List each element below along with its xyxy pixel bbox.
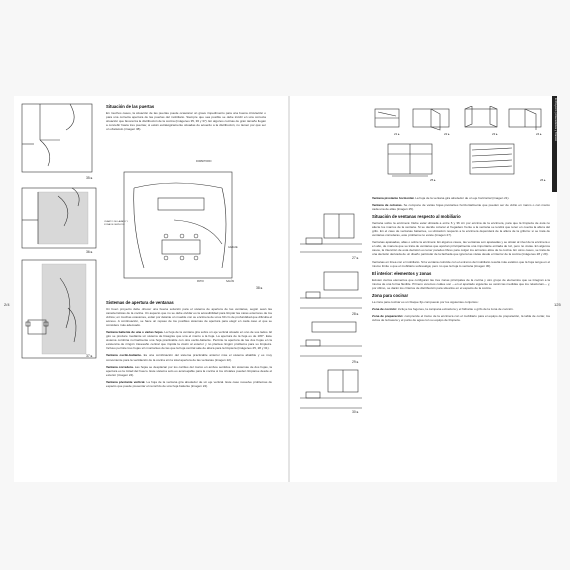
window-item: Ventana oscilo-batiente. Es una combinación del sistema practicable anterior más el sistema abatible y es muy conveniente para la ventilación de la cocina sin la total apertura de las ventanas (imagen 22). xyxy=(106,353,272,362)
fig-26-label: 26 ▸ xyxy=(540,178,546,182)
zones-title: Zona para cocinar xyxy=(372,292,409,298)
plan-label-cuarto: CUARTO DE LAVADO Y ZONA DE SERVICIO xyxy=(104,221,128,226)
window-type-25 xyxy=(384,140,438,180)
placement-title: Situación de ventanas respecto al mobiliario xyxy=(372,214,461,220)
doors-title: Situación de las puertas xyxy=(106,104,155,109)
door-plan-36 xyxy=(20,186,102,252)
doors-body: En muchos casos, la situación de las puertas puede ocasionar un grave impedimento para una buena circulación o para una correcta apertura de las puertas del mobiliario. Siempre que sea posible se debe incidir en una correcta situación que favorezca la distribución de la cocina (imágenes 35, 36 y 37). En algunos cocinas de gran tamaño llegan a concebir hasta tres puertas; si están estratégicamente situadas de acuerdo a la distribución, no tienen por qué ser un obstáculo (imagen 38). xyxy=(106,111,266,132)
window-type-26 xyxy=(466,140,520,180)
fig-23-label: 23 ▸ xyxy=(492,132,498,136)
fig-36-label: 36 ▸ xyxy=(86,250,93,254)
placement-para: Ventanas apaisadas, altas o sobre la encimera: En algunos casos, las ventanas son apaisadas y se sitúan al nivel de la encimera o en alto, de manera que se trata de ventanas que aportan principalmente una importante entrada de luz, pero no vistas. En algunos casos, la intención de esta decisión es tener paredes libres para colgar los armarios altos de la cocina. En otros casos, se trata de una decisión derivada de un diseño particular de la fachada que ignora las vistas desde el interior de la cocina (imágenes 28 y 29). xyxy=(372,240,550,257)
lattice-window-para: Ventana de celosías. Se compone de varias hojas pivotantes horizontalmente que pueden ser de vidrio en marco o con marco cada una de ellas (imagen 25). xyxy=(372,203,550,212)
door-plan-35 xyxy=(20,100,102,178)
zone-item: Zona de cocción: incluye los fogones, la campana extractora y el hidrante o grifo de la zona de cocción. xyxy=(372,306,514,311)
pivot-horizontal-para: Ventana pivotante horizontal. La hoja de la ventana gira alrededor de un eje horizontal (imagen 21). xyxy=(372,196,510,200)
windows-intro: Un buen proyecto debe ofrecer una buena solución para el sistema de apertura de las ventanas, según sean las características de la cocina. Un aspecto que no se debe olvidar es la accesibilidad para limpiar las caras exteriores de los vidrios; en muchas ocasiones, evitar por delante un mueble con su encimera de unos 60 cm de profundidad que dificulta el acceso. A continuación, se hace un repaso de los posibles sistemas de apertura para elegir en cada caso el que se considere más adecuado. xyxy=(106,307,272,328)
placement-para: Ventana sobre la encimera: Debe estar ubicada a entre 6 y 36 cm por encima de la encimera, para que la limpieza de ésta no afecte los marcos de la ventana. Si se decide colocar el fregadero frente a la ventana se tendrá que tener en cuenta la altura del grifo. En el caso de ventanas batientes, su ubicación respecto a la encimera dependerá de la altura de la grifería: si se trata de ventanas correderas, este problema no existe (imagen 27). xyxy=(372,221,550,238)
interior-title: El interior: elementos y zonas xyxy=(372,270,432,276)
fig-38-label: 38 ▸ xyxy=(256,286,263,290)
fig-28-label: 28 ▸ xyxy=(352,312,359,316)
fig-27-label: 27 ▸ xyxy=(352,256,359,260)
left-page-number: 2/4 xyxy=(4,302,10,307)
fig-25-label: 25 ▸ xyxy=(430,178,436,182)
zones-intro: La zona para cocinar es un bloque fijo compuesto por los siguientes conjuntos: xyxy=(372,299,479,304)
right-page-number: 125 xyxy=(554,302,561,307)
plan-label-dormitorio: DORMITORIO xyxy=(196,160,212,163)
chapter-tab-text: El Proyecto | Antecedentes y Tránsito xyxy=(554,98,557,142)
placement-para: Ventanas en línea con el mobiliario. Si la ventana coincide con el extremo del mobiliario resulta más estético que la hoja tenga en el mismo límite o que el mobiliario sobresalga; pero no que la hoja lo ventana (imagen 30). xyxy=(372,259,550,268)
windows-title: Sistemas de apertura de ventanas xyxy=(106,300,174,305)
fig-30-label: 30 ▸ xyxy=(352,410,359,414)
plan-label-patio: PATIO xyxy=(197,280,204,283)
window-item: Ventana pivotante vertical. La hoja de la ventana gira alrededor de un eje vertical. Este caso resuelve problemas de espacio que puede presentar el recorrido de una hoja batiente (imagen 24). xyxy=(106,379,272,388)
fig-24-label: 24 ▸ xyxy=(536,132,542,136)
zone-item: Zona de preparación: comprende el tramo de la encimera con el mobiliario para el equipo de preparación, la tabla de cortar, los cubos de la basura y el punto de agua con su equipo de limpieza. xyxy=(372,313,550,322)
fig-29-label: 29 ▸ xyxy=(352,360,359,364)
window-type-22 xyxy=(410,106,454,134)
window-item: Ventana corredera. Las hojas se desplazan por los carriles del marco en ambos sentidos. En sistemas de dos hojas, la apertura es la mitad del hueco. Este sistema solo es aconsejable para la cocina si los cristales pueden limpiarse desde el exterior (imagen 24). xyxy=(106,364,272,377)
window-placement-27 xyxy=(298,208,364,262)
right-text-column xyxy=(372,196,550,325)
door-plan-37 xyxy=(20,258,102,362)
window-type-24 xyxy=(506,106,546,134)
window-type-21 xyxy=(372,106,402,134)
doors-section xyxy=(106,104,266,134)
interior-body: Existen ciertos elementos que configuran las tres zonas principales de la cocina y otro grupo de elementos que se integran a la misma de una forma flexible. Primero veremos cuáles son —en el apartado siguiente se verán las medidas que los relacionan— y, por último, se darán los criterios de distribución para situarlos en el espacio de la cocina. xyxy=(372,277,550,290)
fig-35-label: 35 ▸ xyxy=(86,176,93,180)
gutter xyxy=(288,96,290,482)
windows-section xyxy=(106,300,272,391)
plan-label-salon: SALÓN xyxy=(226,280,235,283)
fig-22-label: 22 ▸ xyxy=(444,132,450,136)
window-placement-28 xyxy=(298,268,364,318)
plan-label-garaje: GARAJE xyxy=(228,246,238,249)
tile-grid xyxy=(38,192,88,244)
window-type-23 xyxy=(462,106,502,134)
fig-37-label: 37 ▸ xyxy=(86,354,93,358)
fig-21-label: 21 ▸ xyxy=(394,132,400,136)
window-item: Ventana batiente de una o varias hojas. La hoja de la ventana gira sobre un eje vertical situado en uno de sus lados. El giro se produce mediante un sistema de bisagras que una el marco a la hoja. La apertura de la hoja es de 180°. Este sistema combina normalmente una hoja practicable con otra oscilo-batiente. Permite la apertura de las dos hojas en la existencia de ningún travesaño central que impida la visión al exterior y no plantea ningún problema para su limpieza. Incluso permite tres hojas sin montantes de las que la hoja central sale de altura para la limpieza (imágenes 25, 28 y 31). xyxy=(106,330,272,351)
